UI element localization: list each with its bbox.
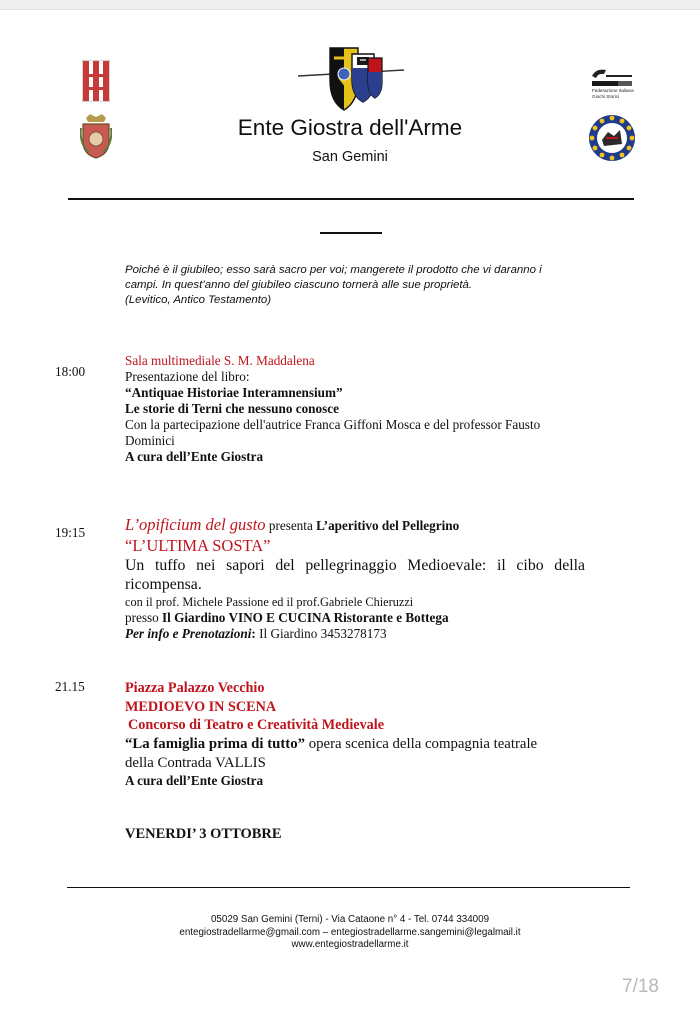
- event-1-participants: Con la partecipazione dell'autrice Franca Giffoni Mosca e del professor Fausto: [125, 417, 541, 432]
- event-3-venue: Piazza Palazzo Vecchio: [125, 680, 265, 696]
- federation-logo: [588, 66, 636, 102]
- event-2-location-line: [125, 610, 585, 626]
- event-2-presso: presso: [125, 610, 162, 625]
- event-1-book-subtitle: Le storie di Terni che nessuno conosce: [125, 401, 339, 416]
- event-3-contest: Concorso di Teatro e Creatività Medievale: [128, 717, 384, 733]
- event-3-details: [125, 679, 595, 789]
- page-title: Ente Giostra dell'Arme: [237, 115, 463, 140]
- event-2-info-value: Il Giardino 3453278173: [255, 626, 387, 641]
- footer-emails: entegiostradellarme@gmail.com – entegiostradellarme.sangemini@legalmail.it: [179, 926, 521, 938]
- event-2-info-line: [125, 626, 585, 642]
- viewer-top-bar: [0, 0, 700, 10]
- footer-divider: [67, 887, 630, 888]
- event-2-info-label: Per info e Prenotazioni: [125, 626, 252, 641]
- header-divider: [68, 198, 634, 200]
- footer-website: www.entegiostradellarme.it: [291, 939, 409, 950]
- page-indicator: 7/18: [622, 976, 659, 997]
- event-2-presents: presenta: [265, 518, 317, 533]
- event-3-title: MEDIOEVO IN SCENA: [125, 698, 277, 715]
- european-badge-logo: [588, 114, 636, 162]
- header-divider-short: [320, 232, 382, 234]
- event-1-venue: Sala multimediale S. M. Maddalena: [125, 353, 315, 368]
- event-2-location: Il Giardino VINO E CUCINA Ristorante e Bottega: [162, 610, 449, 625]
- event-1-details: [125, 353, 585, 465]
- federation-label: [592, 88, 634, 99]
- next-day-heading: VENERDI’ 3 OTTOBRE: [125, 826, 282, 842]
- event-2-time: 19:15: [55, 525, 86, 540]
- event-1-time: 18:00: [55, 364, 86, 379]
- event-2-details: [125, 515, 585, 642]
- federation-label-line-2: Giochi Storici: [592, 93, 620, 99]
- event-2-host: L’opificium del gusto: [125, 515, 266, 534]
- footer: [100, 914, 600, 952]
- event-2-aperitivo: L’aperitivo del Pellegrino: [316, 518, 460, 533]
- page-subtitle: San Gemini: [312, 149, 388, 165]
- event-1-book-title: “Antiquae Historiae Interamnensium”: [125, 385, 343, 400]
- event-1-intro: Presentazione del libro:: [125, 369, 250, 384]
- event-3-play-desc-cont: della Contrada VALLIS: [125, 754, 266, 771]
- event-2-with: con il prof. Michele Passione ed il prof.Gabriele Chieruzzi: [125, 595, 414, 609]
- event-1-curated: A cura dell’Ente Giostra: [125, 449, 264, 464]
- footer-address: 05029 San Gemini (Terni) - Via Cataone n° 4 - Tel. 0744 334009: [210, 914, 490, 925]
- quote-source: (Levitico, Antico Testamento): [125, 293, 272, 306]
- quote-text: Poiché è il giubileo; esso sarà sacro per voi; mangerete il prodotto che vi daranno i campi. In quest’anno del giubileo ciascuno tornerà alle sue proprietà.: [125, 264, 542, 291]
- event-3-time: 21.15: [55, 679, 85, 694]
- event-3-curated: A cura dell’Ente Giostra: [125, 772, 264, 788]
- municipal-crest-logo: [80, 112, 112, 160]
- san-gemini-flag-logo: [82, 60, 110, 102]
- event-2-headline: [125, 515, 585, 536]
- event-1-participants-cont: Dominici: [125, 433, 175, 448]
- federation-label-line-1: Federazione Italiana: [592, 88, 634, 93]
- event-3-play-desc: opera scenica della compagnia teatrale: [305, 735, 538, 752]
- event-2-info-colon: :: [251, 626, 256, 641]
- event-3-play-line: [125, 735, 595, 754]
- leviticus-quote: [125, 263, 575, 307]
- event-2-title: “L’ULTIMA SOSTA”: [125, 536, 271, 555]
- event-2-description: Un tuffo nei sapori del pellegrinaggio Medioevale: il cibo della: [125, 557, 585, 574]
- ente-giostra-emblem: [296, 44, 406, 114]
- event-3-play-title: “La famiglia prima di tutto”: [125, 735, 306, 752]
- event-2-description-cont: ricompensa.: [125, 576, 202, 593]
